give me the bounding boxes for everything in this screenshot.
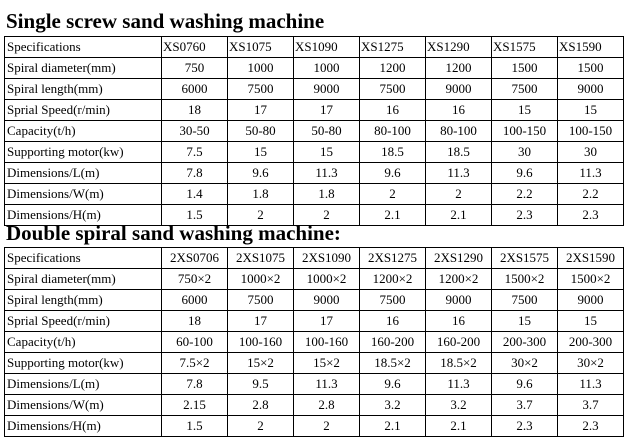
value-cell: 2.3 [492,205,558,226]
value-cell: 18 [162,100,228,121]
model-header-cell: 2XS1290 [426,248,492,269]
row-label-cell: Dimensions/W(m) [5,395,162,416]
value-cell: 2.8 [228,395,294,416]
value-cell: 7500 [228,79,294,100]
table-row [5,311,624,332]
value-cell: 1000 [294,58,360,79]
row-label-cell: Dimensions/L(m) [5,163,162,184]
single-screw-title: Single screw sand washing machine [6,9,325,33]
value-cell: 17 [228,100,294,121]
table-row [5,142,624,163]
value-cell: 200-300 [558,332,624,353]
table-row [5,269,624,290]
value-cell: 6000 [162,290,228,311]
row-label-cell: Spiral diameter(mm) [5,269,162,290]
value-cell: 50-80 [294,121,360,142]
header-row [5,248,624,269]
row-label-cell: Supporting motor(kw) [5,353,162,374]
value-cell: 9000 [294,79,360,100]
header-label-cell: Specifications [5,37,162,58]
value-cell: 11.3 [294,163,360,184]
value-cell: 18.5 [426,142,492,163]
value-cell: 200-300 [492,332,558,353]
value-cell: 17 [228,311,294,332]
value-cell: 80-100 [426,121,492,142]
value-cell: 1200×2 [426,269,492,290]
value-cell: 1000×2 [228,269,294,290]
table-row [5,416,624,437]
value-cell: 15 [294,142,360,163]
value-cell: 2.3 [558,416,624,437]
value-cell: 15 [558,311,624,332]
value-cell: 1.5 [162,416,228,437]
value-cell: 7.5×2 [162,353,228,374]
value-cell: 3.2 [360,395,426,416]
value-cell: 2 [426,184,492,205]
value-cell: 1000 [228,58,294,79]
double-spiral-title: Double spiral sand washing machine: [6,221,341,245]
value-cell: 18 [162,311,228,332]
value-cell: 16 [426,100,492,121]
single-screw-spec-table [4,36,624,226]
table-row [5,58,624,79]
table-row [5,374,624,395]
value-cell: 2 [294,205,360,226]
value-cell: 7.5 [162,142,228,163]
value-cell: 30-50 [162,121,228,142]
value-cell: 15 [492,311,558,332]
value-cell: 2 [360,184,426,205]
value-cell: 100-160 [228,332,294,353]
value-cell: 3.7 [492,395,558,416]
value-cell: 30 [492,142,558,163]
row-label-cell: Dimensions/H(m) [5,416,162,437]
model-header-cell: XS0760 [162,37,228,58]
value-cell: 50-80 [228,121,294,142]
value-cell: 11.3 [558,163,624,184]
value-cell: 1500×2 [492,269,558,290]
value-cell: 15×2 [294,353,360,374]
value-cell: 1200×2 [360,269,426,290]
table-row [5,332,624,353]
value-cell: 1200 [360,58,426,79]
model-header-cell: XS1290 [426,37,492,58]
model-header-cell: XS1090 [294,37,360,58]
row-label-cell: Dimensions/W(m) [5,184,162,205]
value-cell: 11.3 [426,374,492,395]
row-label-cell: Dimensions/H(m) [5,205,162,226]
value-cell: 2.1 [360,416,426,437]
header-row [5,37,624,58]
value-cell: 1500 [492,58,558,79]
value-cell: 2 [228,416,294,437]
table-row [5,163,624,184]
value-cell: 100-150 [558,121,624,142]
value-cell: 18.5×2 [426,353,492,374]
row-label-cell: Dimensions/L(m) [5,374,162,395]
value-cell: 80-100 [360,121,426,142]
model-header-cell: XS1575 [492,37,558,58]
value-cell: 1.8 [228,184,294,205]
value-cell: 2.2 [558,184,624,205]
value-cell: 16 [426,311,492,332]
row-label-cell: Spiral length(mm) [5,79,162,100]
model-header-cell: XS1275 [360,37,426,58]
model-header-cell: XS1075 [228,37,294,58]
value-cell: 9.5 [228,374,294,395]
value-cell: 7500 [492,290,558,311]
value-cell: 2.1 [426,205,492,226]
table-row [5,353,624,374]
value-cell: 60-100 [162,332,228,353]
value-cell: 9.6 [492,163,558,184]
row-label-cell: Sprial Speed(r/min) [5,311,162,332]
row-label-cell: Spiral diameter(mm) [5,58,162,79]
value-cell: 7500 [228,290,294,311]
value-cell: 9000 [426,290,492,311]
table-row [5,79,624,100]
row-label-cell: Spiral length(mm) [5,290,162,311]
value-cell: 160-200 [426,332,492,353]
value-cell: 9000 [426,79,492,100]
value-cell: 30×2 [492,353,558,374]
value-cell: 16 [360,311,426,332]
value-cell: 100-160 [294,332,360,353]
value-cell: 17 [294,311,360,332]
value-cell: 2.2 [492,184,558,205]
value-cell: 1000×2 [294,269,360,290]
model-header-cell: XS1590 [558,37,624,58]
model-header-cell: 2XS0706 [162,248,228,269]
value-cell: 7500 [360,290,426,311]
value-cell: 7500 [492,79,558,100]
value-cell: 7500 [360,79,426,100]
value-cell: 9.6 [492,374,558,395]
value-cell: 15 [228,142,294,163]
header-label-cell: Specifications [5,248,162,269]
value-cell: 1200 [426,58,492,79]
value-cell: 2 [294,416,360,437]
table-row [5,100,624,121]
value-cell: 7.8 [162,163,228,184]
value-cell: 750×2 [162,269,228,290]
value-cell: 9.6 [360,163,426,184]
value-cell: 7.8 [162,374,228,395]
value-cell: 1.4 [162,184,228,205]
value-cell: 9000 [558,290,624,311]
value-cell: 1.5 [162,205,228,226]
value-cell: 9.6 [228,163,294,184]
value-cell: 15×2 [228,353,294,374]
value-cell: 1500 [558,58,624,79]
value-cell: 2.15 [162,395,228,416]
model-header-cell: 2XS1090 [294,248,360,269]
row-label-cell: Capacity(t/h) [5,332,162,353]
value-cell: 1.8 [294,184,360,205]
value-cell: 15 [558,100,624,121]
value-cell: 3.7 [558,395,624,416]
model-header-cell: 2XS1590 [558,248,624,269]
table-row [5,121,624,142]
value-cell: 6000 [162,79,228,100]
table-row [5,290,624,311]
value-cell: 1500×2 [558,269,624,290]
value-cell: 2.1 [360,205,426,226]
value-cell: 160-200 [360,332,426,353]
model-header-cell: 2XS1275 [360,248,426,269]
value-cell: 18.5 [360,142,426,163]
value-cell: 30 [558,142,624,163]
value-cell: 2.1 [426,416,492,437]
value-cell: 9000 [294,290,360,311]
value-cell: 2.3 [558,205,624,226]
model-header-cell: 2XS1575 [492,248,558,269]
value-cell: 11.3 [294,374,360,395]
double-spiral-spec-table [4,247,624,437]
row-label-cell: Sprial Speed(r/min) [5,100,162,121]
value-cell: 9.6 [360,374,426,395]
value-cell: 16 [360,100,426,121]
value-cell: 30×2 [558,353,624,374]
value-cell: 2 [228,205,294,226]
table-row [5,184,624,205]
value-cell: 11.3 [558,374,624,395]
value-cell: 15 [492,100,558,121]
value-cell: 11.3 [426,163,492,184]
value-cell: 2.3 [492,416,558,437]
model-header-cell: 2XS1075 [228,248,294,269]
value-cell: 18.5×2 [360,353,426,374]
row-label-cell: Capacity(t/h) [5,121,162,142]
value-cell: 750 [162,58,228,79]
value-cell: 3.2 [426,395,492,416]
value-cell: 100-150 [492,121,558,142]
value-cell: 2.8 [294,395,360,416]
value-cell: 17 [294,100,360,121]
table-row [5,395,624,416]
value-cell: 9000 [558,79,624,100]
row-label-cell: Supporting motor(kw) [5,142,162,163]
